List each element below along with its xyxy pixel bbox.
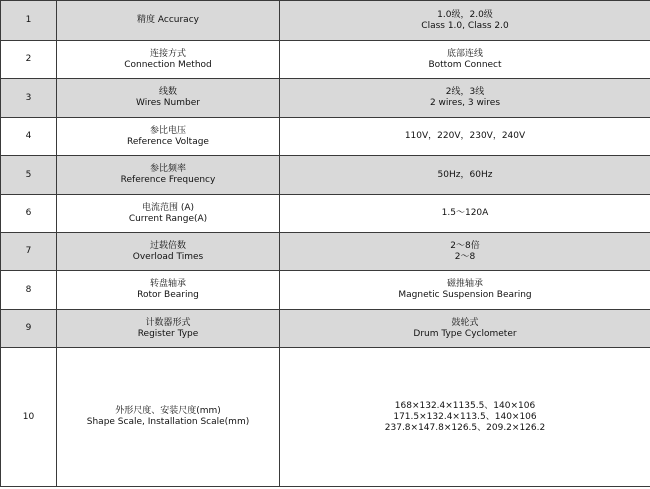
value-line: Magnetic Suspension Bearing bbox=[398, 290, 532, 300]
parameter-label-zh: 参比电压 bbox=[149, 125, 186, 136]
table-row bbox=[1, 79, 650, 118]
parameter-cell bbox=[57, 310, 280, 348]
table-row bbox=[1, 348, 650, 487]
table-row bbox=[1, 41, 650, 79]
row-number: 10 bbox=[1, 348, 57, 487]
table-row bbox=[1, 271, 650, 310]
parameter-label-en: Wires Number bbox=[136, 98, 200, 108]
value-line: 2～8倍 bbox=[450, 240, 480, 251]
row-number: 8 bbox=[1, 271, 57, 310]
parameter-label-zh: 连接方式 bbox=[149, 48, 186, 59]
parameter-label-en: Reference Voltage bbox=[127, 136, 209, 147]
table-row bbox=[1, 118, 650, 156]
parameter-cell bbox=[57, 233, 280, 271]
table-row bbox=[1, 233, 650, 271]
value-line: 磁推轴承 bbox=[446, 279, 483, 289]
value-line: 110V，220V，230V，240V bbox=[404, 131, 526, 141]
parameter-label-zh: 计数器形式 bbox=[145, 317, 191, 328]
value-cell bbox=[280, 310, 650, 348]
value-cell bbox=[280, 1, 650, 41]
row-number: 5 bbox=[1, 156, 57, 195]
value-cell bbox=[280, 233, 650, 271]
row-number: 2 bbox=[1, 41, 57, 79]
parameter-label-zh: 外形尺度、安装尺度(mm) bbox=[115, 406, 221, 416]
parameter-cell bbox=[57, 348, 280, 487]
row-number: 7 bbox=[1, 233, 57, 271]
parameter-label-en: Connection Method bbox=[124, 59, 212, 70]
parameter-label-en: Register Type bbox=[137, 328, 199, 339]
parameter-label-en: Rotor Bearing bbox=[137, 290, 199, 300]
value-line: 2线，3线 bbox=[445, 87, 485, 97]
parameter-cell bbox=[57, 79, 280, 118]
parameter-label-zh: 线数 bbox=[158, 87, 177, 97]
table-row bbox=[1, 1, 650, 41]
row-number: 4 bbox=[1, 118, 57, 156]
parameter-label: 精度 Accuracy bbox=[137, 15, 199, 25]
value-cell bbox=[280, 156, 650, 195]
parameter-label-zh: 电流范围 (A) bbox=[141, 202, 195, 213]
value-line: Bottom Connect bbox=[428, 59, 502, 70]
row-number: 6 bbox=[1, 195, 57, 233]
row-number: 9 bbox=[1, 310, 57, 348]
parameter-cell bbox=[57, 195, 280, 233]
value-line: 底部连线 bbox=[446, 48, 483, 59]
table-row bbox=[1, 156, 650, 195]
parameter-cell bbox=[57, 1, 280, 41]
value-line: Drum Type Cyclometer bbox=[413, 328, 517, 339]
value-line: 2 wires, 3 wires bbox=[429, 98, 501, 108]
parameter-cell bbox=[57, 41, 280, 79]
parameter-cell bbox=[57, 156, 280, 195]
row-number: 1 bbox=[1, 1, 57, 41]
value-line: 1.5～120A bbox=[441, 208, 489, 218]
parameter-label-en: Current Range(A) bbox=[128, 213, 208, 224]
value-cell bbox=[280, 195, 650, 233]
value-cell bbox=[280, 79, 650, 118]
row-number: 3 bbox=[1, 79, 57, 118]
value-line: 1.0级，2.0级 bbox=[437, 9, 493, 20]
value-line: 50Hz，60Hz bbox=[437, 169, 493, 180]
value-cell bbox=[280, 118, 650, 156]
parameter-label-zh: 参比频率 bbox=[149, 164, 186, 174]
parameter-label-zh: 过载倍数 bbox=[149, 240, 186, 251]
parameter-label-zh: 转盘轴承 bbox=[149, 279, 186, 289]
parameter-cell bbox=[57, 271, 280, 310]
parameter-label-en: Overload Times bbox=[132, 251, 204, 262]
table-row bbox=[1, 310, 650, 348]
value-cell bbox=[280, 348, 650, 487]
parameter-label-en: Shape Scale, Installation Scale(mm) bbox=[86, 417, 250, 427]
value-line: 171.5×132.4×113.5、140×106 bbox=[393, 411, 537, 422]
parameter-cell bbox=[57, 118, 280, 156]
parameter-label-en: Reference Frequency bbox=[120, 175, 216, 185]
value-line: 2～8 bbox=[454, 251, 476, 262]
value-line: 237.8×147.8×126.5、209.2×126.2 bbox=[384, 422, 546, 433]
value-line: 鼓轮式 bbox=[451, 317, 479, 328]
table-row bbox=[1, 195, 650, 233]
value-cell bbox=[280, 41, 650, 79]
value-line: 168×132.4×1135.5、140×106 bbox=[394, 400, 536, 411]
value-line: Class 1.0, Class 2.0 bbox=[421, 20, 509, 31]
value-cell bbox=[280, 271, 650, 310]
